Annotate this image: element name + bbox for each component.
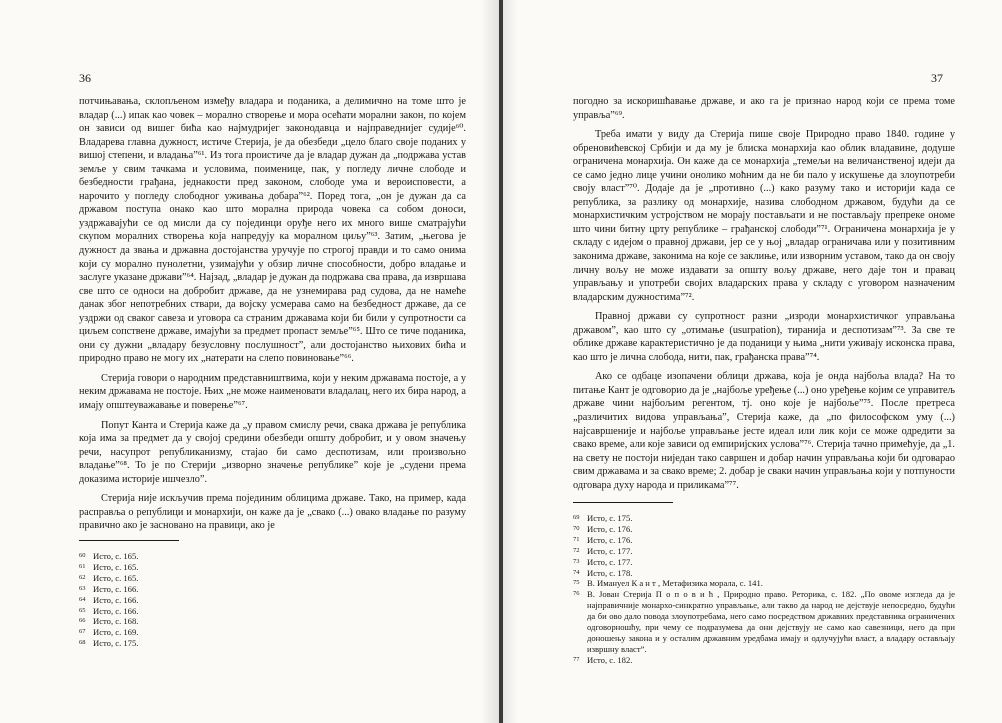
page-number: 36	[79, 71, 91, 85]
footnote	[573, 524, 955, 535]
footnote-number: 68	[79, 639, 86, 647]
footnote	[573, 568, 955, 579]
footnote	[79, 551, 466, 562]
footnote	[573, 557, 955, 568]
footnote-text: Исто, с. 175.	[93, 638, 139, 649]
footnote-rule	[79, 540, 179, 541]
footnote-number: 74	[573, 568, 580, 576]
footnote-number: 62	[79, 573, 86, 581]
footnote-number: 69	[573, 514, 580, 521]
footnote-text: Исто, с. 169.	[93, 627, 139, 638]
footnote-number: 75	[573, 579, 580, 587]
footnote	[79, 616, 466, 627]
footnote	[79, 606, 466, 617]
footnote-text: Исто, с. 175.	[587, 513, 633, 523]
paragraph: Ако се одбаце изопачени облици држава, која је онда најбоља влада? На то питање Кант је одговорио да је „најбоље уређење (...) оно уређење којим се управитељ државе чини најбољим регентом, тј. оно које је најбоље”⁷⁵. После претреса „различитих видова управљања”, Стерија каже, да „по философском уму (...) најсавршеније и најбоље управљање јесте идеал или лик који се може одредити за свако време, али које зависи од емпиријских услова”⁷⁶. Стерија тачно примећује, да „1. на свету не постоји ниједан тако савршен и добар начин управљања који би одговарао свим државама и за свако време; 2. добар је сваки начин управљања који у потпуности одговара духу народа и приликама”⁷⁷.	[573, 371, 955, 491]
footnotes	[573, 513, 955, 666]
footnote-number: 65	[79, 606, 86, 614]
footnote-number: 61	[79, 562, 86, 570]
footnote-text: Исто, с. 165.	[93, 551, 139, 561]
footnote	[573, 655, 955, 666]
paragraph: Правној држави су супротност разни „изроди монархистичког управљања државом”, као што су „отимање (usurpation), тиранија и деспотизам”⁷³. За све те облике државе карактеристично је да поданици у њима „нити уживају исконска права, као што је лична слобода, нити, пак, грађанска права”⁷⁴.	[573, 311, 955, 363]
footnote	[79, 573, 466, 584]
footnote-number: 77	[573, 655, 580, 663]
paragraph: Стерија говори о народним представништвима, који у неким државама постоје, а у неким државама не постоје. Њих „не може наименовати владалац, него их бира народ, а имају општеуважавање и поверење”⁶⁷.	[79, 372, 466, 412]
footnote	[573, 546, 955, 557]
footnote-text: Исто, с. 177.	[587, 545, 633, 556]
footnote	[573, 589, 955, 654]
footnote	[79, 584, 466, 595]
paragraph: Треба имати у виду да Стерија пише своје Природно право 1840. године у обреновићевској Србији и да му је блиска монархија као облик владавине, додуше ограничена монархија. Он каже да се монархија „темељи на величанственој идеји да се само једно лице учини онолико моћним да не би пало у искушење да злоупотреби своју власт”⁷⁰. Додаје да је „противно (...) како разуму тако и историји када се република, за разлику од монархије, назива слободном државом, будући да се монархистичким устројством не морају постављати и не постављају препреке ономе што чини битну црту републике – грађанској слободи”⁷¹. Ограничена монархија је у складу с идејом о правној држави, јер се у њој „владар ограничава или у позитивним законима државе, законима на које се заклиње, или изворним уставом, тако да он своју личну вољу не може издавати за општу вољу државе, него даје тон и правац управљању и употреби својих владарских права у складу с уговором назначеним владарским дужностима”⁷².	[573, 129, 955, 303]
footnotes	[79, 551, 466, 649]
footnote-number: 66	[79, 617, 86, 625]
paragraph: Стерија није искључив према појединим облицима државе. Тако, на пример, када расправља о републици и монархији, он каже да је „свако (...) овако владање по разуму правично ако је засновано на правици, ако је	[79, 493, 466, 532]
footnote-number: 73	[573, 557, 580, 565]
footnote-number: 64	[79, 595, 86, 603]
footnote	[573, 535, 955, 546]
paragraph: погодно за искоришћавање државе, и ако га је признао народ који се према томе управља”⁶⁹.	[573, 96, 955, 121]
footnote	[79, 595, 466, 606]
footnote-number: 63	[79, 584, 86, 592]
footnote-text: Исто, с. 182.	[587, 654, 633, 665]
page-number: 37	[931, 71, 943, 85]
body-text	[573, 95, 955, 498]
paragraph: Попут Канта и Стерија каже да „у правом смислу речи, свака држава је република која има за предмет да у својој средини обезбеди општу добробит, и у овом значењу речи, насупрот републиканизму, стајао би само деспотизам, или произвољно владање”⁶⁸. То је по Стерији „изворно значење републике” које је „судени према доказима историје ишчезло”.	[79, 419, 466, 485]
footnote-text: Исто, с. 166.	[93, 605, 139, 616]
footnote-number: 72	[573, 546, 580, 554]
footnote-number: 60	[79, 552, 86, 559]
page-shadow	[503, 0, 517, 723]
footnote-text: В. Имануел К а н т , Метафизика морала, с. 141.	[587, 578, 763, 589]
footnote-text: Исто, с. 176.	[587, 534, 633, 545]
footnote-number: 71	[573, 535, 580, 543]
footnote-text: В. Јован Стерија П о п о в и ћ , Природно право. Реторика, с. 182. „По овоме изгледа да је најправичније монархо-синкратно управљање, али такво да народ не дејствује непосредно, будући да би ово дало повода злоупотребама, него само посредством државних представника ограничених одговорношћу, при чему се подразумева да они дејствују не само као савезници, него да при доношењу закона и у осталим државним уредбама имају и одлучујући власт, а владару остављају извршну власт”.	[587, 589, 955, 654]
body-text	[79, 95, 466, 539]
footnote-text: Исто, с. 165.	[93, 561, 139, 572]
footnote	[573, 578, 955, 589]
footnote	[79, 627, 466, 638]
left-page	[0, 0, 499, 723]
footnote-text: Исто, с. 166.	[93, 594, 139, 605]
footnote	[79, 562, 466, 573]
footnote-text: Исто, с. 165.	[93, 572, 139, 583]
footnote-text: Исто, с. 166.	[93, 583, 139, 594]
footnote-number: 70	[573, 524, 580, 532]
right-page	[503, 0, 1002, 723]
paragraph: потчињавања, склопљеном између владара и поданика, а делимично на томе што је владар (...) ипак као човек – морално створење и мора осећати морални закон, по којем он зависи од вишег бића као најмудријег законодавца и најправеднијег судије⁶⁰. Владарева главна дужност, истиче Стерија, је да обезбеди „цело благо своје поданих у вишој степени, и владања”⁶¹. Из тога проистиче да је владар дужан да „подржава устав земље у свим тачкама и условима, поименице, пак, у погледу личне слободе и безбедности грађана, једнакости пред законом, слободе ума и вероисповести, а нарочито у погледу слободног уживања добара”⁶². Поред тога, „он је дужан да са државом поступа онако као што морална природа човека са собом доноси, уздржавајући се од мисли да су појединци оруђе него их много више сматрајући скупом моралних створења која напредују ка моралном циљу”⁶³. Затим, „његова је дужност да звања и државна достојанства уручује по строгој правди и то само онима који су морално пунолетни, узимајући у обзир личне способности, добро владање и заслуге указане држави”⁶⁴. Најзад, „владар је дужан да подржава сва права, да извршава све што се односи на добробит државе, да не узнемирава рад судова, да не намеће данак због непотребних ствари, да војску усмерава само на безбедност државе, да се уздржи од сваког савеза и уговора са страним државама који би били у супротности са циљем сопствене државе, имајући за предмет пропаст земље”⁶⁵. Што се тиче поданика, они су дужни „владару безусловну послушност”, али достојанство њихових бића и природно право не могу их „натерати на слепо повиновање”⁶⁶.	[79, 96, 466, 365]
footnote-text: Исто, с. 168.	[93, 616, 139, 627]
footnote-number: 67	[79, 628, 86, 636]
page-shadow	[481, 0, 499, 723]
footnote-text: Исто, с. 178.	[587, 567, 633, 578]
footnote-number: 76	[573, 590, 580, 598]
footnote-rule	[573, 502, 673, 503]
footnote	[573, 513, 955, 524]
footnote-text: Исто, с. 176.	[587, 523, 633, 534]
footnote-text: Исто, с. 177.	[587, 556, 633, 567]
footnote	[79, 638, 466, 649]
